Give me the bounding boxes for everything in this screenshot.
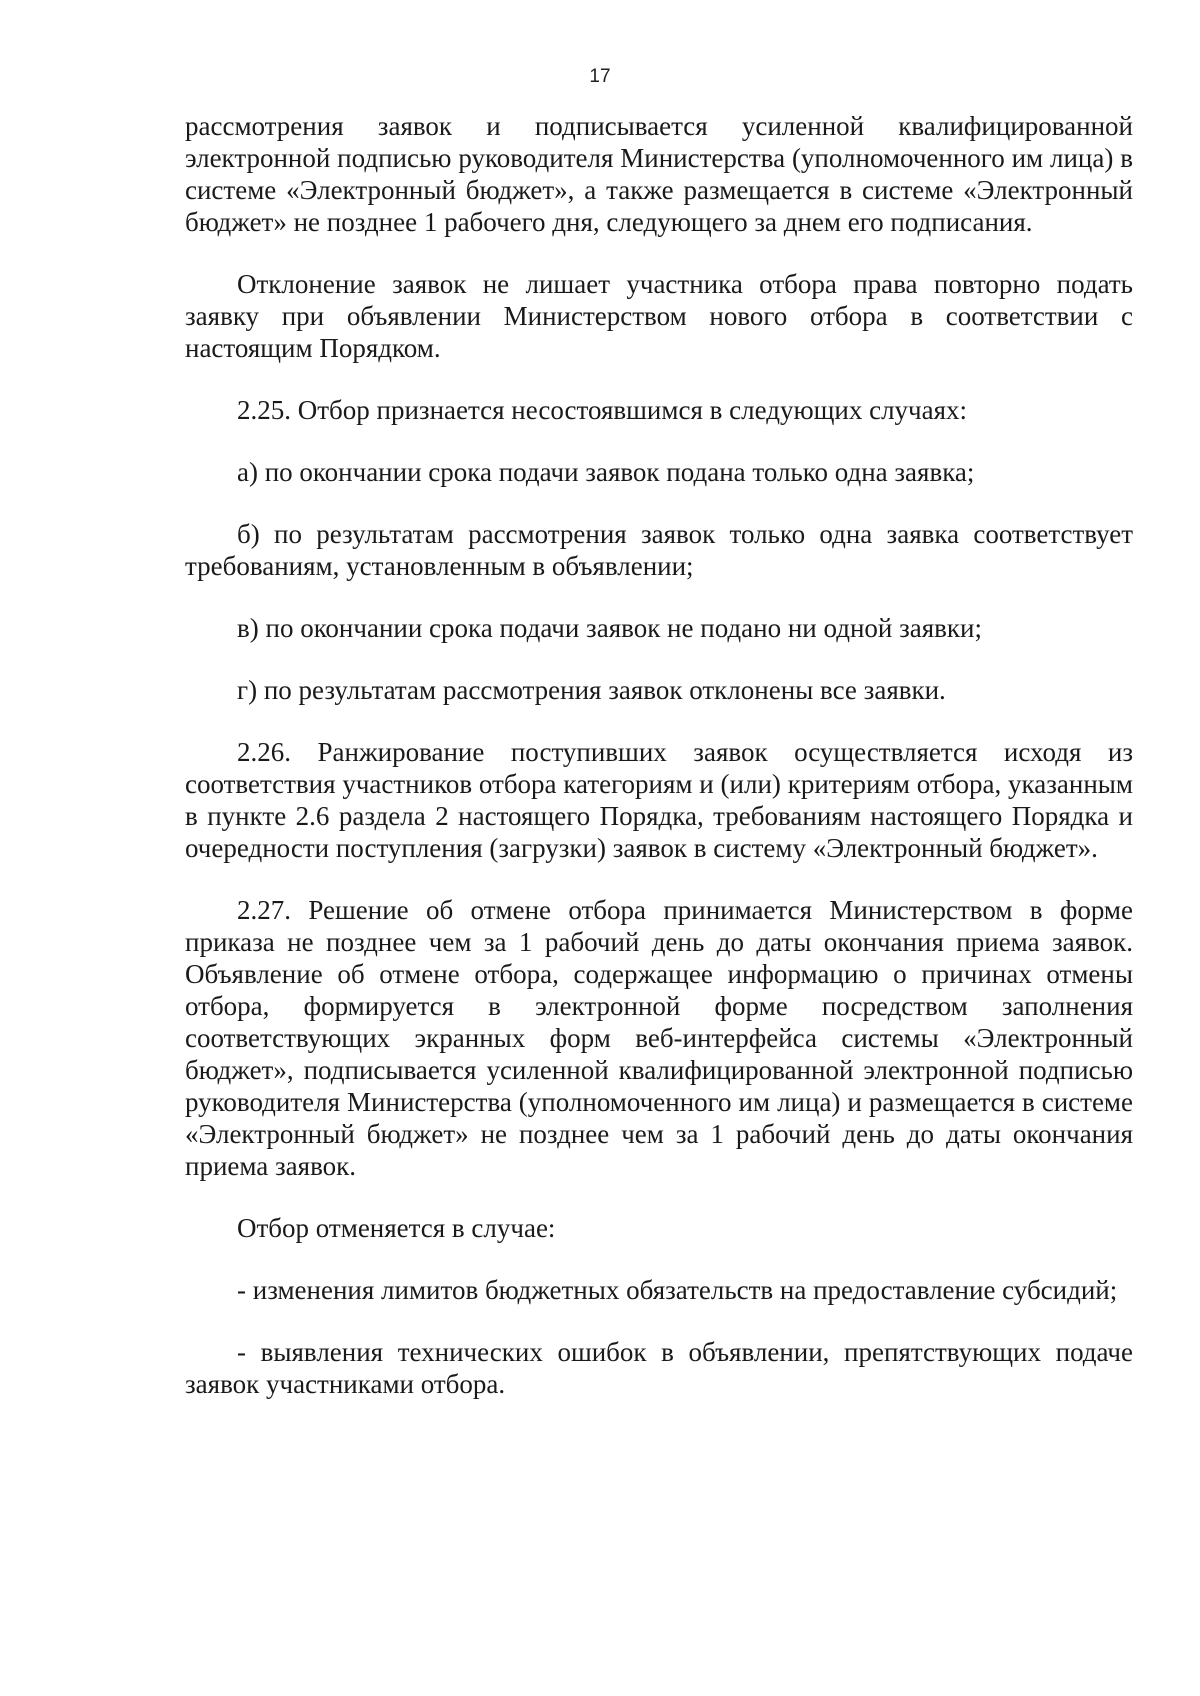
- paragraph-rejection: Отклонение заявок не лишает участника отбора права повторно подать заявку при объявлении Министерством нового отбора в соответствии с настоящим Порядком.: [185, 269, 1133, 363]
- paragraph-cancel-cases: Отбор отменяется в случае:: [237, 1213, 556, 1243]
- list-item-a: а) по окончании срока подачи заявок подана только одна заявка;: [237, 457, 975, 487]
- page-number: 17: [589, 66, 611, 87]
- document-body: [185, 110, 1133, 1400]
- list-item-limits: - изменения лимитов бюджетных обязательств на предоставление субсидий;: [237, 1275, 1118, 1305]
- clause-2-27: 2.27. Решение об отмене отбора принимается Министерством в форме приказа не позднее чем за 1 рабочий день до даты окончания приема заявок. Объявление об отмене отбора, содержащее информацию о причинах отмены отбора, формируется в электронной форме посредством заполнения соответствующих экранных форм веб-интерфейса системы «Электронный бюджет», подписывается усиленной квалифицированной электронной подписью руководителя Министерства (уполномоченного им лица) и размещается в системе «Электронный бюджет» не позднее чем за 1 рабочий день до даты окончания приема заявок.: [185, 895, 1133, 1181]
- clause-2-26: 2.26. Ранжирование поступивших заявок осуществляется исходя из соответствия участников отбора категориям и (или) критериям отбора, указанным в пункте 2.6 раздела 2 настоящего Порядка, требованиям настоящего Порядка и очередности поступления (загрузки) заявок в систему «Электронный бюджет».: [185, 737, 1133, 863]
- list-item-errors: - выявления технических ошибок в объявлении, препятствующих подаче заявок участниками отбора.: [185, 1337, 1133, 1399]
- list-item-g: г) по результатам рассмотрения заявок отклонены все заявки.: [237, 675, 946, 705]
- clause-2-25: 2.25. Отбор признается несостоявшимся в следующих случаях:: [237, 395, 968, 425]
- list-item-b: б) по результатам рассмотрения заявок только одна заявка соответствует требованиям, установленным в объявлении;: [185, 519, 1133, 581]
- paragraph-continuation: рассмотрения заявок и подписывается усиленной квалифицированной электронной подписью руководителя Министерства (уполномоченного им лица) в системе «Электронный бюджет», а также размещается в системе «Электронный бюджет» не позднее 1 рабочего дня, следующего за днем его подписания.: [185, 111, 1133, 237]
- list-item-v: в) по окончании срока подачи заявок не подано ни одной заявки;: [237, 613, 982, 643]
